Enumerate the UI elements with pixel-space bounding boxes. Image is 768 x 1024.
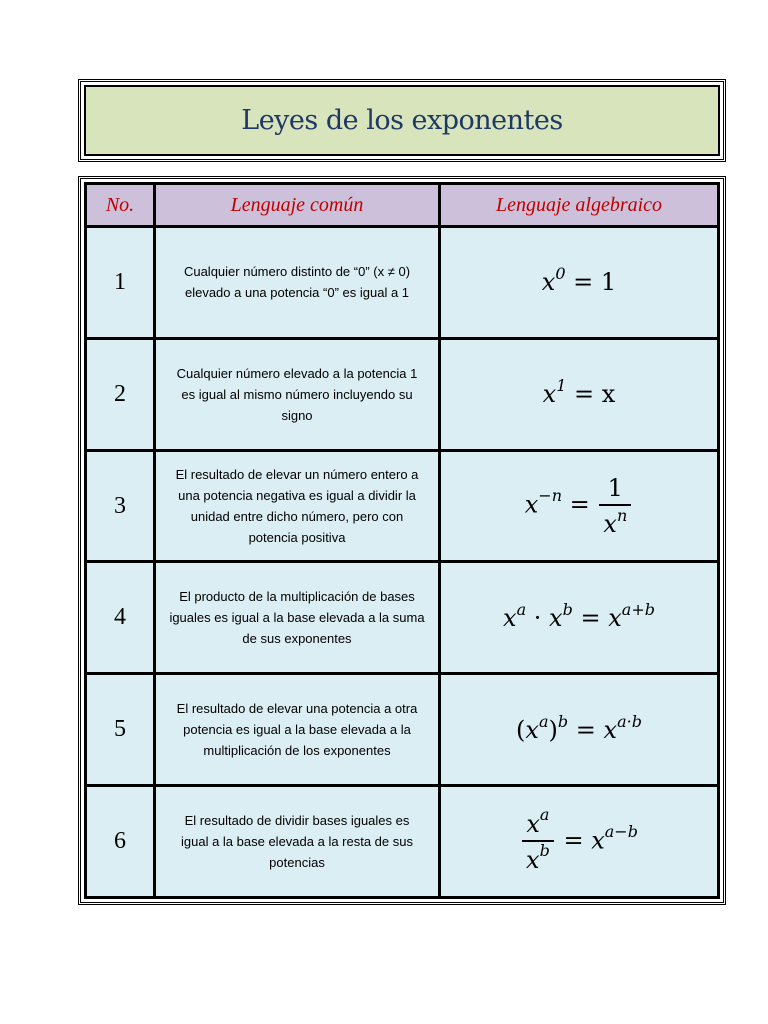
formula-exponent: −n [538,486,562,506]
formula-paren-open: ( [516,715,526,744]
row-number: 2 [86,338,155,450]
header-common-language: Lenguaje común [155,184,440,227]
formula-base: x [603,510,617,539]
description-line: Cualquier número elevado a la potencia 1 [176,365,418,381]
fraction-denominator [599,504,631,538]
fraction-numerator: 1 [607,474,623,503]
description-line: potencias [269,855,325,871]
description-line: El producto de la multiplicación de bases [179,589,415,605]
table-row [86,227,719,339]
formula-base: x [542,380,557,409]
description-line: potencia es igual a la base elevada a la [183,722,411,738]
formula-exponent: b [557,711,569,731]
formula-equals: = [563,826,584,855]
formula-base: x [549,603,563,632]
formula-equals: = [569,490,590,519]
title-box [78,79,726,162]
row-number: 4 [86,562,155,674]
formula-equals: = [580,603,601,632]
formula-exponent: a [539,805,550,825]
row-number: 6 [86,786,155,898]
formula-exponent: a+b [621,599,655,619]
formula-base: x [525,715,539,744]
formula-rhs: = 1 [573,268,617,297]
formula-base: x [524,490,539,519]
row-description [155,786,440,898]
formula-base: x [526,809,540,838]
description-line: es igual al mismo número incluyendo su [181,386,413,402]
row-description [155,450,440,562]
formula-base: x [591,826,605,855]
description-line: igual a la base elevada a la resta de sus [181,834,413,850]
title-banner [84,85,720,156]
header-algebraic-language: Lenguaje algebraico [440,184,719,227]
description-line: Cualquier número distinto de “0” (x ≠ 0) [183,264,411,280]
description-line: unidad entre dicho número, pero con [190,509,404,525]
formula-equals: = [575,715,596,744]
laws-table-frame [78,176,726,905]
description-line: elevado a una potencia “0” es igual a 1 [184,285,410,301]
page-title: Leyes de los exponentes [241,105,563,136]
formula-dot: · [533,603,542,632]
row-description [155,562,440,674]
formula-exponent: 0 [555,264,566,284]
header-row [86,184,719,227]
row-formula [440,674,719,786]
description-line: una potencia negativa es igual a dividir la [178,488,416,504]
fraction-denominator [522,840,554,874]
formula-base: x [608,603,622,632]
table-row [86,674,719,786]
formula-paren-close: ) [548,715,558,744]
formula-exponent: 1 [556,376,567,396]
fraction-numerator [522,805,553,840]
formula-base: x [541,268,556,297]
formula-exponent: b [562,599,573,619]
formula-exponent: a [538,711,549,731]
row-description [155,338,440,450]
formula-fraction [599,474,631,538]
table-row [86,786,719,898]
formula-exponent: b [539,841,550,861]
row-formula [440,786,719,898]
description-line: El resultado de elevar una potencia a otra [176,701,418,717]
formula-exponent: n [616,505,628,525]
description-line: potencia positiva [248,530,346,546]
description-line: El resultado de dividir bases iguales es [184,813,410,829]
formula-exponent: a−b [604,821,638,841]
table-row [86,450,719,562]
description-line: iguales es igual a la base elevada a la suma [169,610,425,626]
row-formula [440,338,719,450]
row-number: 5 [86,674,155,786]
description-line: El resultado de elevar un número entero a [175,467,419,483]
formula-exponent: a [516,599,527,619]
table-row [86,338,719,450]
formula-fraction [522,805,554,874]
row-number: 1 [86,227,155,339]
header-no: No. [86,184,155,227]
formula-rhs: = x [574,380,616,409]
row-formula [440,450,719,562]
formula-exponent: a·b [617,711,642,731]
formula-base: x [603,715,618,744]
row-number: 3 [86,450,155,562]
laws-table [84,182,720,899]
row-description [155,227,440,339]
row-formula [440,562,719,674]
table-row [86,562,719,674]
row-description [155,674,440,786]
row-formula [440,227,719,339]
formula-base: x [503,603,517,632]
description-line: multiplicación de los exponentes [203,743,391,759]
description-line: de sus exponentes [242,631,352,647]
formula-base: x [526,845,540,874]
description-line: signo [281,407,313,423]
